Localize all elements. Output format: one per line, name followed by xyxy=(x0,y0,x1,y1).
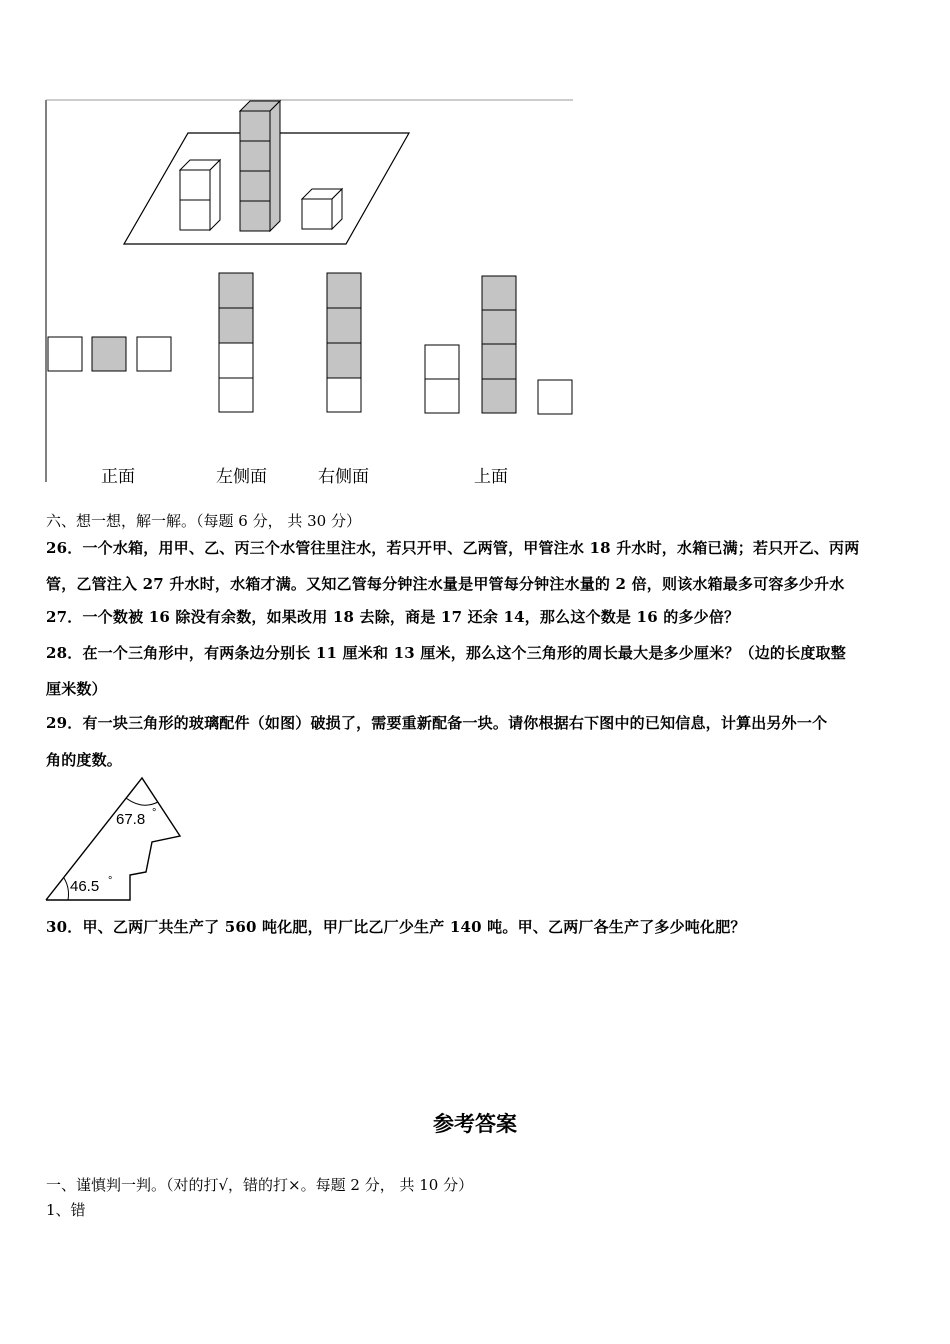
answers-title: 参考答案 xyxy=(433,1112,517,1136)
cube-single-right xyxy=(302,189,342,229)
top-angle-degree: ° xyxy=(152,807,157,819)
question-28-line1: 28．在一个三角形中，有两条边分别长 11 厘米和 13 厘米，那么这个三角形的周长最大是多少厘米？（边的长度取整 xyxy=(46,644,846,662)
bottom-angle-value: 46.5 xyxy=(70,878,100,895)
question-27: 27．一个数被 16 除没有余数，如果改用 18 去除，商是 17 还余 14，那么这个数是 16 的多少倍？ xyxy=(46,608,740,626)
top-angle-value: 67.8 xyxy=(116,811,146,828)
label-front: 正面 xyxy=(101,467,135,487)
cube-stack-middle xyxy=(240,101,280,231)
question-26-line1: 26．一个水箱，用甲、乙、丙三个水管往里注水，若只开甲、乙两管，甲管注水 18 升水时，水箱已满；若只开乙、丙两 xyxy=(46,539,860,557)
right-side-view xyxy=(327,273,361,412)
question-29-line2: 角的度数。 xyxy=(46,751,123,769)
broken-triangle-figure xyxy=(40,772,190,907)
label-right-side: 右侧面 xyxy=(318,467,369,487)
top-view xyxy=(425,276,572,414)
question-28-line2: 厘米数） xyxy=(46,680,107,698)
bottom-angle-degree: ° xyxy=(108,875,113,887)
label-left-side: 左侧面 xyxy=(216,467,267,487)
label-top: 上面 xyxy=(474,467,508,487)
bottom-angle-arc xyxy=(64,878,69,900)
front-view xyxy=(48,337,171,371)
question-30: 30．甲、乙两厂共生产了 560 吨化肥，甲厂比乙厂少生产 140 吨。甲、乙两厂各生产了多少吨化肥？ xyxy=(46,918,746,936)
left-side-view xyxy=(219,273,253,412)
question-26-line2: 管，乙管注入 27 升水时，水箱才满。又知乙管每分钟注水量是甲管每分钟注水量的 2 倍，则该水箱最多可容多少升水 xyxy=(46,575,845,593)
cube-views-figure xyxy=(0,0,950,500)
section6-heading: 六、想一想，解一解。（每题 6 分， 共 30 分） xyxy=(46,512,361,530)
answers-section1-heading: 一、谨慎判一判。（对的打√，错的打×。每题 2 分， 共 10 分） xyxy=(46,1176,474,1194)
cube-stack-left xyxy=(180,160,220,230)
top-angle-arc xyxy=(126,798,158,805)
question-29-line1: 29．有一块三角形的玻璃配件（如图）破损了，需要重新配备一块。请你根据右下图中的已知信息，计算出另外一个 xyxy=(46,714,828,732)
answer-item-1: 1、错 xyxy=(46,1201,86,1219)
